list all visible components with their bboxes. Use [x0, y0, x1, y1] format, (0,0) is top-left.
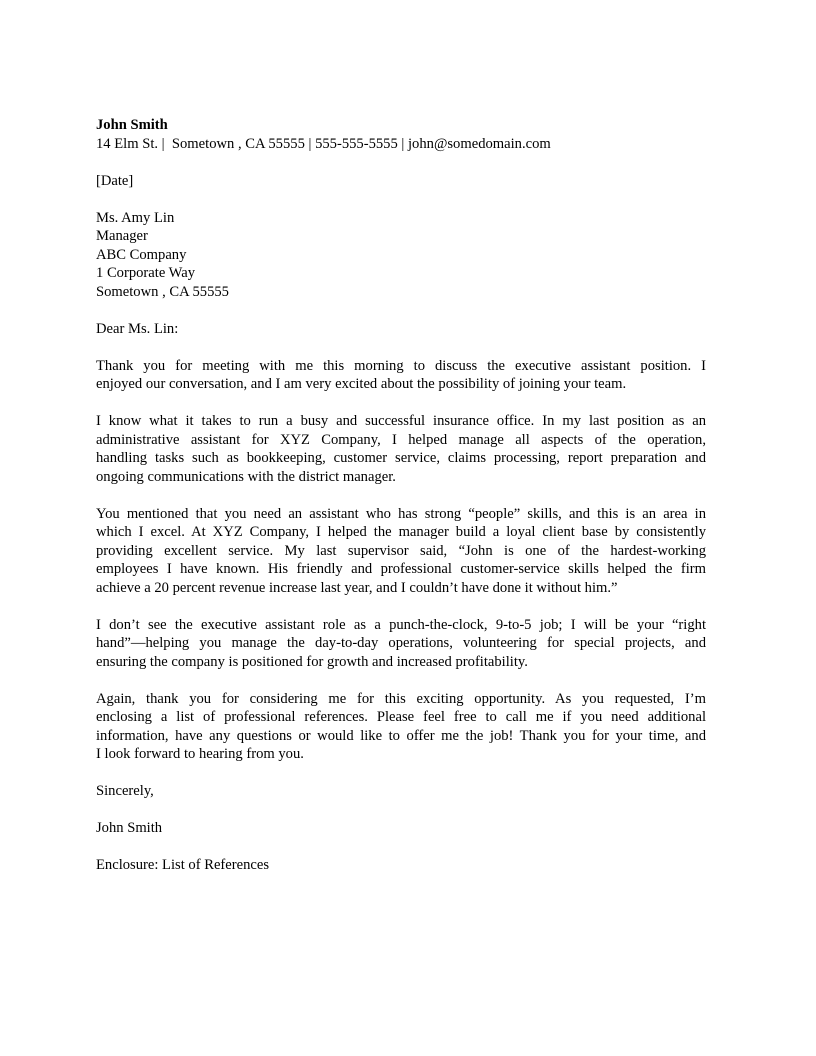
body-paragraph [96, 505, 706, 598]
paragraph-line: information, have any questions or would like to offer me the job! Thank you for your time, and [96, 727, 706, 744]
paragraph-line: hand”—helping you manage the day-to-day operations, volunteering for special projects, and [96, 635, 706, 651]
paragraph-line: Again, thank you for considering me for this exciting opportunity. As you requested, I’m [96, 690, 706, 707]
paragraph-line: I know what it takes to run a busy and successful insurance office. In my last position as an [96, 413, 706, 429]
paragraph-line: which I excel. At XYZ Company, I helped the manager build a loyal client base by consistently [96, 524, 706, 540]
paragraph-line: Thank you for meeting with me this morning to discuss the executive assistant position. I [96, 357, 706, 374]
salutation: Dear Ms. Lin: [96, 320, 179, 337]
sender-name: John Smith [96, 117, 168, 133]
paragraph-line: I don’t see the executive assistant role as a punch-the-clock, 9-to-5 job; I will be your “right [96, 616, 706, 633]
recipient-title: Manager [96, 228, 148, 244]
body-paragraph [96, 412, 706, 486]
cover-letter [96, 116, 706, 875]
paragraph-line: providing excellent service. My last supervisor said, “John is one of the hardest-working [96, 542, 706, 559]
signature: John Smith [96, 820, 163, 836]
paragraph-line: achieve a 20 percent revenue increase last year, and I couldn’t have done it without him.” [96, 579, 618, 596]
body-paragraph [96, 616, 706, 672]
paragraph-line: handling tasks such as bookkeeping, customer service, claims processing, report preparation and [96, 450, 706, 466]
paragraph-line: administrative assistant for XYZ Company, I helped manage all aspects of the operation, [96, 431, 706, 448]
letterhead [96, 116, 706, 153]
paragraph-line: employees I have known. His friendly and professional customer-service skills helped the firm [96, 561, 706, 577]
recipient-name: Ms. Amy Lin [96, 209, 175, 226]
sender-contact: 14 Elm St. | Sometown , CA 55555 | 555-555-5555 | john@somedomain.com [96, 135, 551, 152]
body-paragraph [96, 357, 706, 394]
paragraph-line: enclosing a list of professional references. Please feel free to call me if you need additional [96, 709, 706, 725]
recipient-street: 1 Corporate Way [96, 265, 196, 281]
recipient-company: ABC Company [96, 246, 187, 263]
paragraph-line: I look forward to hearing from you. [96, 746, 304, 762]
paragraph-line: You mentioned that you need an assistant who has strong “people” skills, and this is an area in [96, 505, 706, 522]
enclosure-note: Enclosure: List of References [96, 857, 270, 873]
letter-date: [Date] [96, 172, 134, 189]
paragraph-line: ensuring the company is positioned for growth and increased profitability. [96, 653, 528, 670]
paragraph-line: enjoyed our conversation, and I am very excited about the possibility of joining your team. [96, 376, 627, 392]
paragraph-line: ongoing communications with the district manager. [96, 468, 396, 485]
recipient-address [96, 209, 706, 302]
recipient-city-state-zip: Sometown , CA 55555 [96, 283, 229, 300]
closing: Sincerely, [96, 783, 154, 799]
body-paragraph [96, 690, 706, 764]
letter-body [96, 357, 706, 783]
